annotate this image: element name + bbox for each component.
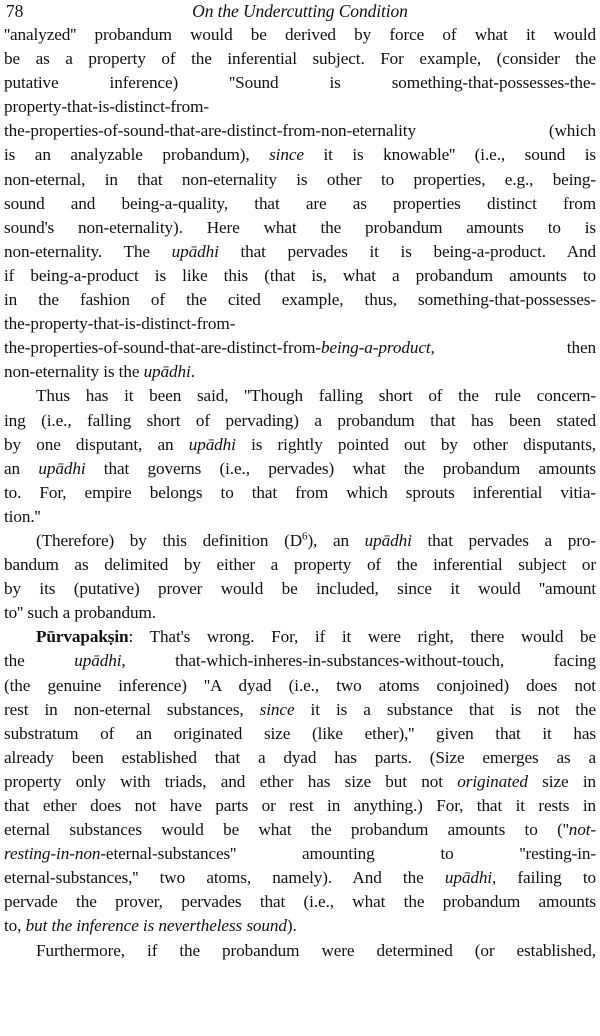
text-segment: - [590, 820, 596, 840]
text-segment: substratum of an originated size (like ether),'' given that it has [4, 723, 596, 743]
text-line [4, 505, 596, 529]
text-segment: it is knowable'' (i.e., sound is [303, 145, 596, 165]
text-segment: -eternal-substances'' amounting to ''resting-in- [100, 844, 596, 864]
text-segment: rest in non-eternal substances, [4, 699, 260, 719]
text-segment: is rightly pointed out by other disputants, [235, 434, 596, 454]
text-line [4, 890, 596, 914]
text-segment: by one disputant, an [4, 434, 189, 454]
text-line [4, 360, 596, 384]
text-line [4, 409, 596, 433]
text-segment: (Therefore) by this definition (D [36, 530, 303, 550]
text-segment: already been established that a dyad has parts. (Size emerges as a [4, 747, 596, 767]
page-number: 78 [6, 1, 24, 21]
italic-text: upādhi [444, 868, 492, 888]
text-line [4, 698, 596, 722]
text-segment: ). [286, 916, 297, 936]
text-line [4, 674, 596, 698]
text-line [4, 866, 596, 890]
text-line [4, 264, 596, 288]
text-segment: an [4, 458, 39, 478]
text-line [4, 794, 596, 818]
text-line [4, 384, 596, 408]
text-line [4, 722, 596, 746]
text-segment: to. For, empire belongs to that from which sprouts inferential vitia- [4, 482, 596, 502]
text-segment: property-that-is-distinct-from- [4, 97, 209, 117]
text-segment: that governs (i.e., pervades) what the probandum amounts [85, 458, 596, 478]
italic-text: resting-in- [4, 844, 75, 864]
italic-text: upādhi [74, 651, 122, 671]
text-segment: that ether does not have parts or rest in anything.) For, that it rests in [4, 796, 596, 815]
text-line [4, 577, 596, 601]
text-segment: tion.'' [4, 506, 41, 526]
text-line [4, 47, 596, 71]
text-line [4, 746, 596, 770]
text-line [4, 649, 596, 673]
text-segment: Thus has it been said, ''Though falling short of the rule concern- [36, 386, 596, 406]
text-line [4, 336, 596, 360]
text-segment: eternal substances would be what the probandum amounts to ('' [4, 820, 569, 840]
text-segment: that pervades it is being-a-product. And [218, 241, 596, 261]
text-line [4, 481, 596, 505]
text-line [4, 457, 596, 481]
text-segment: by its (putative) prover would be included, since it would ''amount [4, 579, 596, 599]
text-line [4, 914, 596, 938]
text-segment: non-eternality. The [4, 241, 172, 261]
text-segment: pervade the prover, pervades that (i.e., what the probandum amounts [4, 892, 596, 912]
text-segment: size in [527, 771, 596, 791]
italic-text: upādhi [171, 241, 219, 261]
text-segment: non-eternality is the [4, 362, 144, 382]
italic-text: since [269, 145, 304, 165]
text-line [4, 95, 596, 119]
text-segment: be as a property of the inferential subject. For example, (consider the [4, 49, 596, 69]
text-line [4, 553, 596, 577]
text-segment: to'' such a probandum. [4, 603, 156, 623]
italic-text: originated [457, 771, 528, 791]
italic-text: since [259, 699, 295, 719]
italic-text: not [568, 820, 591, 840]
text-segment: , then [430, 338, 596, 358]
text-line [4, 770, 596, 794]
text-segment: to, [4, 916, 26, 936]
text-segment: : That's wrong. For, if it were right, there would be [128, 627, 596, 647]
text-line [4, 216, 596, 240]
bold-text: Pūrvapakṣin [36, 627, 129, 647]
text-segment: eternal-substances,'' two atoms, namely). And the [4, 868, 445, 888]
text-segment: . [190, 362, 195, 382]
text-segment: in the fashion of the cited example, thus, something-that-possesses- [4, 290, 596, 310]
text-line [4, 939, 596, 963]
italic-text: upādhi [38, 458, 86, 478]
text-segment: Furthermore, if the probandum were determined (or established, [36, 940, 596, 960]
text-line [4, 240, 596, 264]
italic-text: upādhi [188, 434, 236, 454]
italic-text: upādhi [143, 362, 191, 382]
text-segment: property only with triads, and ether has size but not [4, 771, 458, 791]
text-line [4, 143, 596, 167]
text-line [4, 312, 596, 336]
text-line [4, 192, 596, 216]
italic-text: non [74, 844, 101, 864]
text-segment: it is a substance that is not the [294, 699, 596, 719]
text-line [4, 288, 596, 312]
text-line [4, 433, 596, 457]
text-line [4, 119, 596, 143]
text-segment: bandum as delimited by either a property of the inferential subject or [4, 555, 596, 575]
text-segment: that pervades a pro- [411, 530, 596, 550]
text-segment: non-eternal, in that non-eternality is other to properties, e.g., being- [4, 169, 596, 189]
text-line [4, 842, 596, 866]
text-line [4, 23, 596, 47]
superscript: 6 [302, 530, 308, 543]
text-segment: the-properties-of-sound-that-are-distinct-from- [4, 338, 321, 358]
text-line [4, 529, 596, 553]
text-segment: ing (i.e., falling short of pervading) a probandum that has been stated [4, 410, 596, 430]
text-segment: ), an [307, 530, 365, 550]
italic-text: but the inference is nevertheless sound [25, 916, 287, 936]
text-line [4, 71, 596, 95]
text-segment: the [4, 651, 75, 671]
text-segment: sound's non-eternality). Here what the probandum amounts to is [4, 217, 596, 237]
text-line [4, 818, 596, 842]
text-line [4, 168, 596, 192]
text-segment: (the genuine inference) ''A dyad (i.e., two atoms conjoined) does not [4, 675, 596, 695]
text-segment: if being-a-product is like this (that is, what a probandum amounts to [4, 265, 596, 285]
italic-text: being-a-product [320, 338, 431, 358]
text-line [4, 601, 596, 625]
italic-text: upādhi [364, 530, 412, 550]
text-segment: ''analyzed'' probandum would be derived by force of what it would [4, 25, 596, 44]
text-segment: , failing to [492, 868, 596, 888]
text-segment: sound and being-a-quality, that are as properties distinct from [4, 193, 596, 213]
text-segment: the-property-that-is-distinct-from- [4, 314, 236, 334]
text-segment: the-properties-of-sound-that-are-distinct-from-non-eternality (which [4, 121, 596, 141]
text-segment: , that-which-inheres-in-substances-without-touch, facing [121, 651, 596, 671]
text-segment: putative inference) ''Sound is something-that-possesses-the- [4, 73, 596, 93]
body-text [4, 23, 596, 963]
text-segment: is an analyzable probandum), [4, 145, 270, 165]
running-title: On the Undercutting Condition [192, 1, 408, 21]
text-line [4, 625, 596, 649]
